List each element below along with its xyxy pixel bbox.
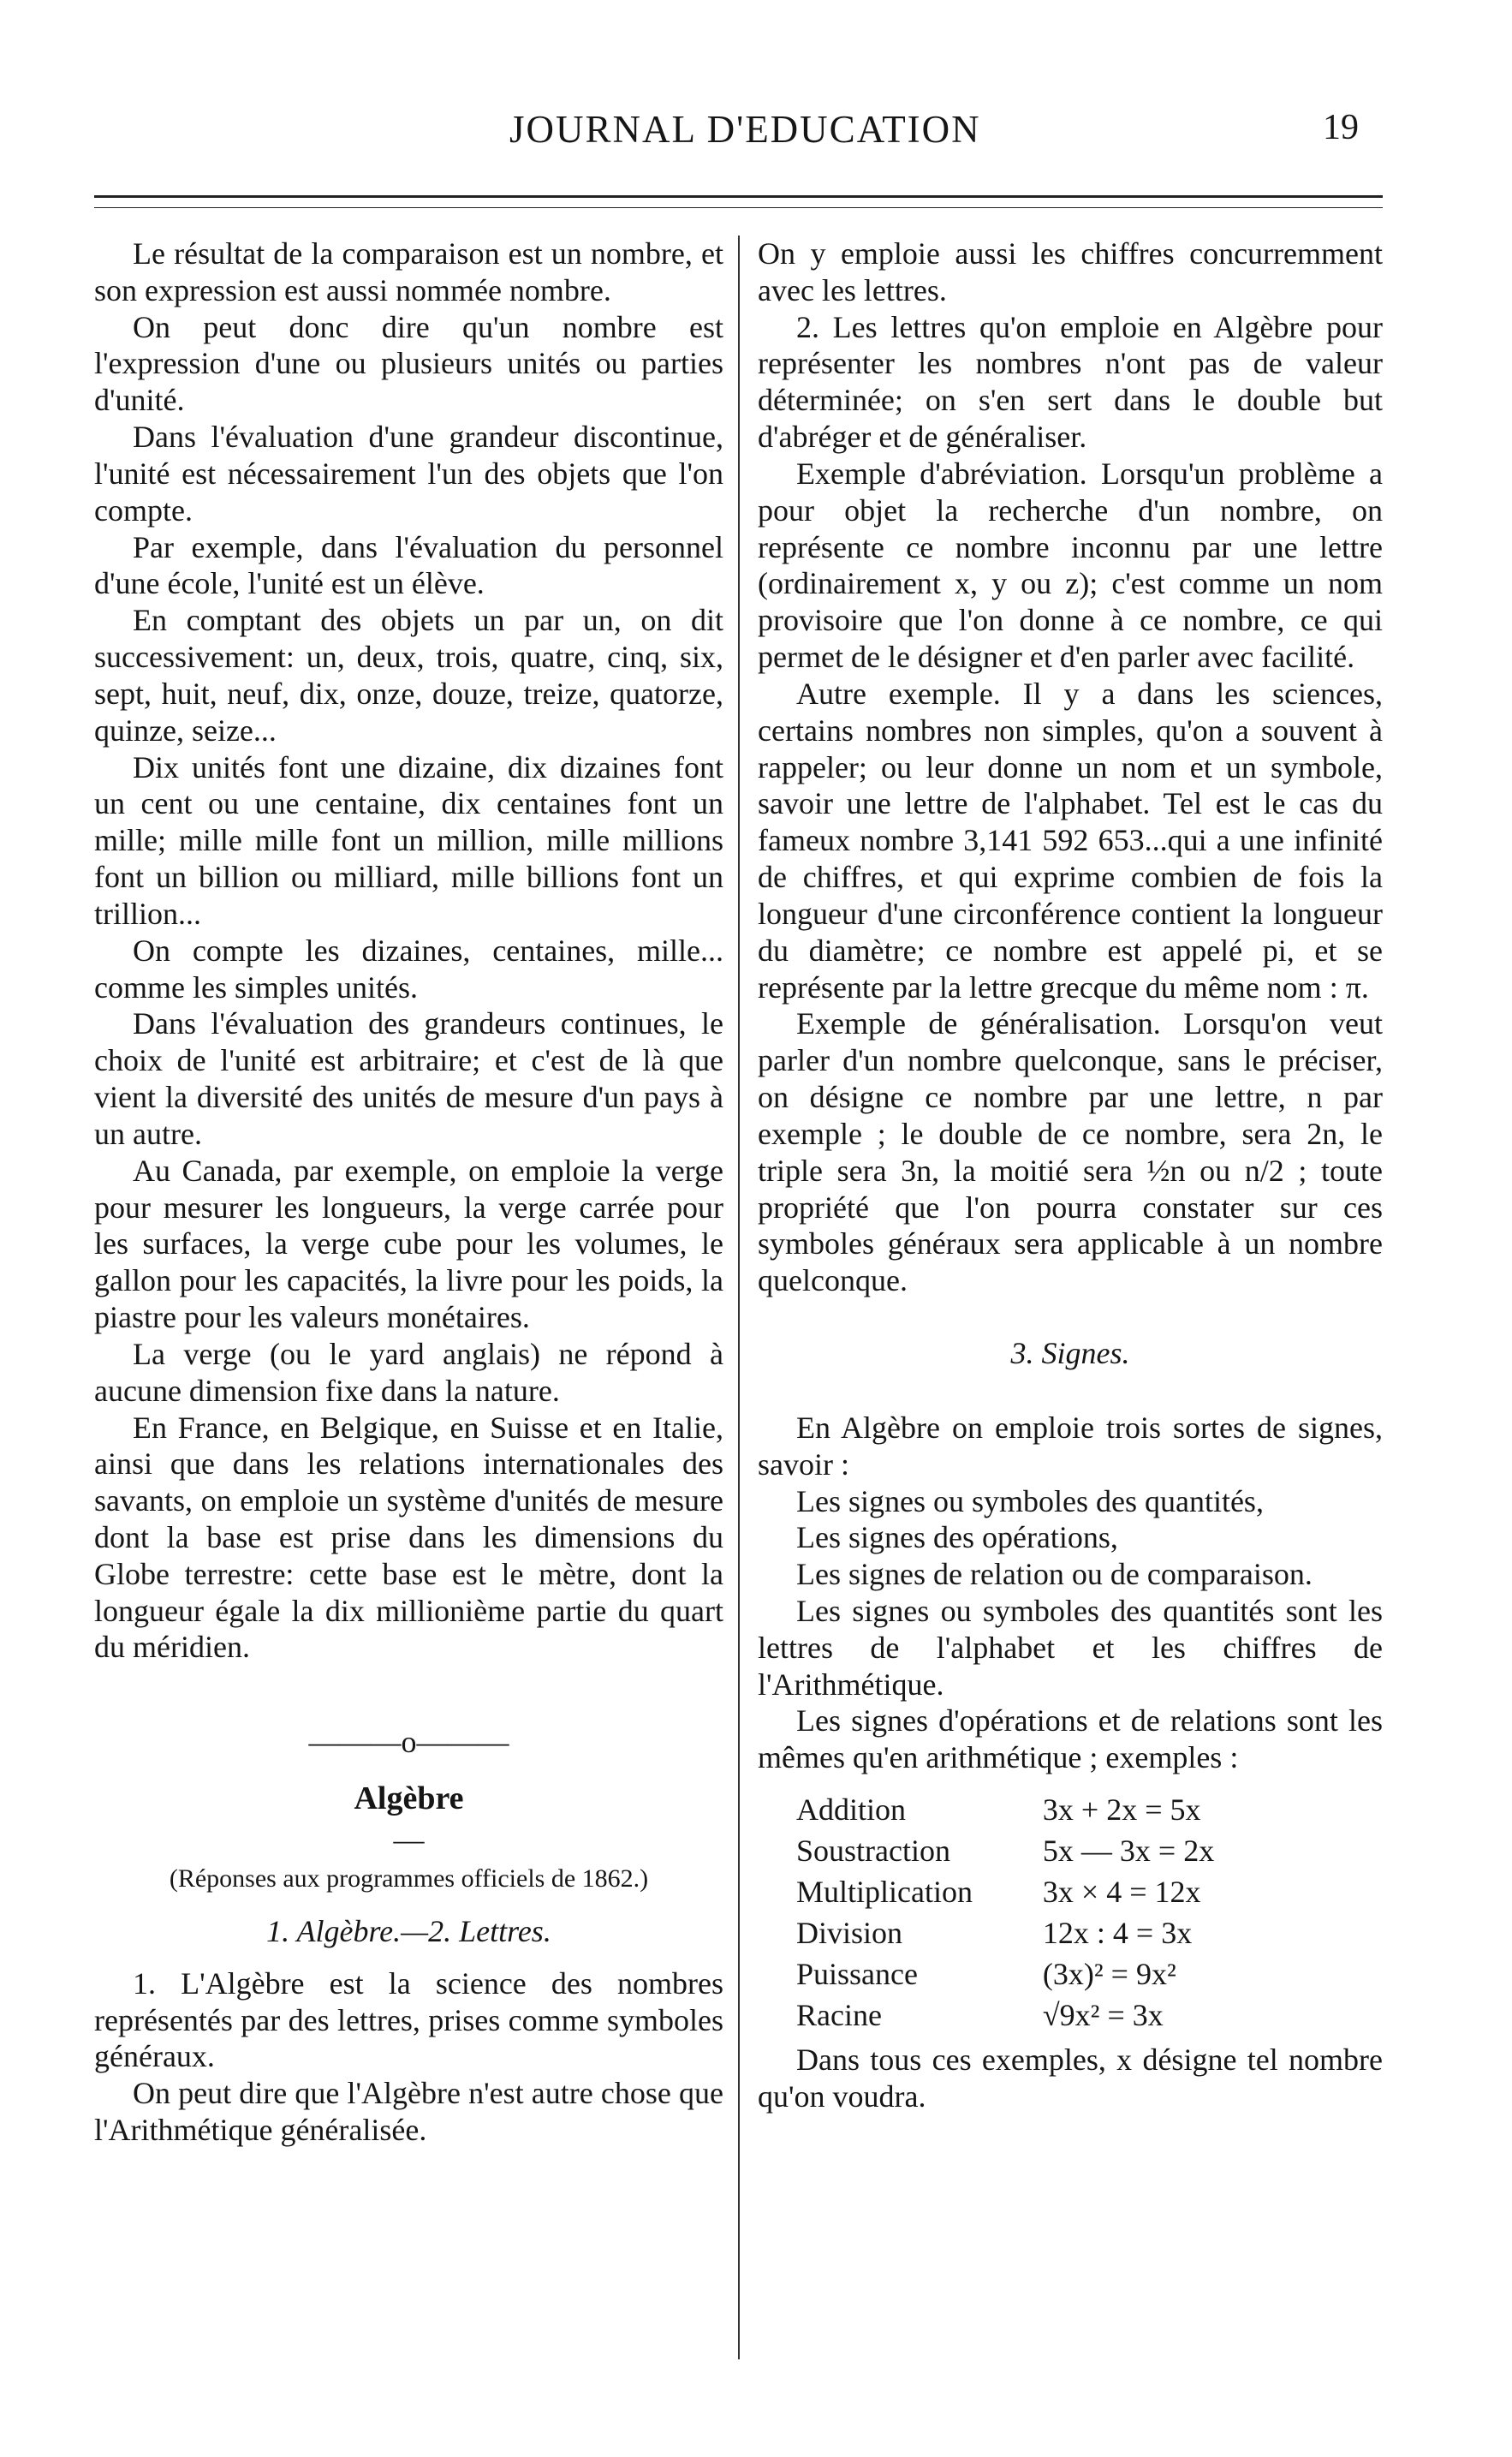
operation-name: Puissance bbox=[796, 1957, 918, 1992]
paragraph: En comptant des objets un par un, on dit successivement: un, deux, trois, quatre, cinq, six, sept, huit, neuf, dix, onze, douze, treize, quatorze, quinze, seize... bbox=[94, 603, 723, 748]
list-item: Les signes des opérations, bbox=[796, 1520, 1118, 1555]
subsection-heading: 3. Signes. bbox=[1010, 1336, 1130, 1371]
operation-expression: 3x × 4 = 12x bbox=[1042, 1875, 1201, 1910]
paragraph: Dix unités font une dizaine, dix dizaines font un cent ou une centaine, dix centaines font un mille; mille mille font un million, mille millions font un billion ou milliard, mille billions font un trillion... bbox=[94, 749, 723, 931]
paragraph: Autre exemple. Il y a dans les sciences, certains nombres non simples, qu'on a souvent à rappeler; ou leur donne un nom et un symbole, savoir une lettre de l'alphabet. Tel est le cas du fameux nombre 3,141 592 653...qui a une infinité de chiffres, et qui exprime combien de fois la longueur d'une circonférence contient la longueur du diamètre; ce nombre est appelé pi, et se représente par la lettre grecque du même nom : π. bbox=[758, 676, 1383, 1005]
paragraph: On peut dire que l'Algèbre n'est autre chose que l'Arithmétique généralisée. bbox=[94, 2076, 723, 2147]
subsection-heading: 1. Algèbre.—2. Lettres. bbox=[266, 1913, 551, 1948]
header-rule-thick bbox=[94, 195, 1383, 198]
operation-expression: (3x)² = 9x² bbox=[1042, 1957, 1176, 1992]
header-rule-thin bbox=[94, 207, 1383, 208]
paragraph: Dans tous ces exemples, x désigne tel nombre qu'on voudra. bbox=[758, 2043, 1383, 2114]
list-item: Les signes ou symboles des quantités, bbox=[796, 1483, 1264, 1518]
operation-name: Division bbox=[796, 1916, 903, 1951]
operation-name: Addition bbox=[796, 1792, 907, 1828]
paragraph: Au Canada, par exemple, on emploie la verge pour mesurer les longueurs, la verge carrée pour les surfaces, la verge cube pour les volumes, le gallon pour les capacités, la livre pour les poids, la piastre pour les valeurs monétaires. bbox=[94, 1153, 723, 1335]
paragraph: La verge (ou le yard anglais) ne répond à aucune dimension fixe dans la nature. bbox=[94, 1336, 723, 1408]
operation-row bbox=[758, 1874, 1383, 1915]
paragraph: Par exemple, dans l'évaluation du personnel d'une école, l'unité est un élève. bbox=[94, 529, 723, 601]
operation-row bbox=[758, 1915, 1383, 1956]
operation-name: Multiplication bbox=[796, 1875, 973, 1910]
page-header bbox=[0, 107, 1512, 167]
operation-expression: 5x — 3x = 2x bbox=[1042, 1834, 1215, 1869]
operation-name: Racine bbox=[796, 1998, 882, 2033]
paragraph: Dans l'évaluation d'une grandeur discontinue, l'unité est nécessairement l'un des objets que l'on compte. bbox=[94, 420, 723, 528]
operation-expression: 12x : 4 = 3x bbox=[1042, 1916, 1193, 1951]
operation-name: Soustraction bbox=[796, 1834, 950, 1869]
paragraph: 2. Les lettres qu'on emploie en Algèbre pour représenter les nombres n'ont pas de valeur déterminée; on s'en sert dans le double but d'abréger et de généraliser. bbox=[758, 309, 1383, 455]
operation-row bbox=[758, 1997, 1383, 2038]
operation-expression: √9x² = 3x bbox=[1042, 1998, 1164, 2033]
paragraph: On peut donc dire qu'un nombre est l'expression d'une ou plusieurs unités ou parties d'unité. bbox=[94, 309, 723, 418]
paragraph: Exemple de généralisation. Lorsqu'on veut parler d'un nombre quelconque, sans le préciser, on désigne ce nombre par une lettre, n par exemple ; le double de ce nombre, sera 2n, le triple sera 3n, la moitié sera ½n ou n/2 ; toute propriété que l'on pourra constater sur ces symboles généraux sera applicable à un nombre quelconque. bbox=[758, 1006, 1383, 1298]
column-divider bbox=[738, 236, 740, 2359]
operation-row bbox=[758, 1833, 1383, 1874]
title-dash: — bbox=[393, 1822, 425, 1858]
operations-table bbox=[758, 1792, 1383, 2038]
paragraph: 1. L'Algèbre est la science des nombres représentés par des lettres, prises comme symboles généraux. bbox=[94, 1965, 723, 2074]
paragraph: Exemple d'abréviation. Lorsqu'un problème a pour objet la recherche d'un nombre, on représente ce nombre inconnu par une lettre (ordinairement x, y ou z); c'est comme un nom provisoire que l'on donne à ce nombre, ce qui permet de le désigner et d'en parler avec facilité. bbox=[758, 456, 1383, 675]
list-item: Les signes de relation ou de comparaison. bbox=[796, 1557, 1313, 1592]
paragraph: En Algèbre on emploie trois sortes de signes, savoir : bbox=[758, 1410, 1383, 1482]
paragraph: Le résultat de la comparaison est un nombre, et son expression est aussi nommée nombre. bbox=[94, 236, 723, 307]
section-title: Algèbre bbox=[354, 1780, 464, 1817]
paragraph: Les signes d'opérations et de relations sont les mêmes qu'en arithmétique ; exemples : bbox=[758, 1703, 1383, 1775]
operation-row bbox=[758, 1956, 1383, 1997]
journal-title: JOURNAL D'EDUCATION bbox=[509, 108, 981, 151]
separator: ———o——— bbox=[308, 1725, 509, 1760]
right-column bbox=[758, 236, 1383, 2115]
paragraph: On y emploie aussi les chiffres concurremment avec les lettres. bbox=[758, 236, 1383, 307]
operation-row bbox=[758, 1792, 1383, 1833]
paragraph: En France, en Belgique, en Suisse et en Italie, ainsi que dans les relations internationales des savants, on emploie un système d'unités de mesure dont la base est prise dans les dimensions du Globe terrestre: cette base est le mètre, dont la longueur égale la dix millionième partie du quart du méridien. bbox=[94, 1410, 723, 1665]
section-subtitle: (Réponses aux programmes officiels de 1862.) bbox=[169, 1864, 649, 1893]
sign-list bbox=[758, 1483, 1383, 1593]
paragraph: Les signes ou symboles des quantités sont les lettres de l'alphabet et les chiffres de l'Arithmétique. bbox=[758, 1593, 1383, 1702]
operation-expression: 3x + 2x = 5x bbox=[1042, 1792, 1201, 1828]
paragraph: On compte les dizaines, centaines, mille... comme les simples unités. bbox=[94, 933, 723, 1005]
paragraph: Dans l'évaluation des grandeurs continues, le choix de l'unité est arbitraire; et c'est de là que vient la diversité des unités de mesure d'un pays à un autre. bbox=[94, 1006, 723, 1151]
page-number: 19 bbox=[1323, 108, 1359, 147]
left-column bbox=[94, 236, 723, 2149]
